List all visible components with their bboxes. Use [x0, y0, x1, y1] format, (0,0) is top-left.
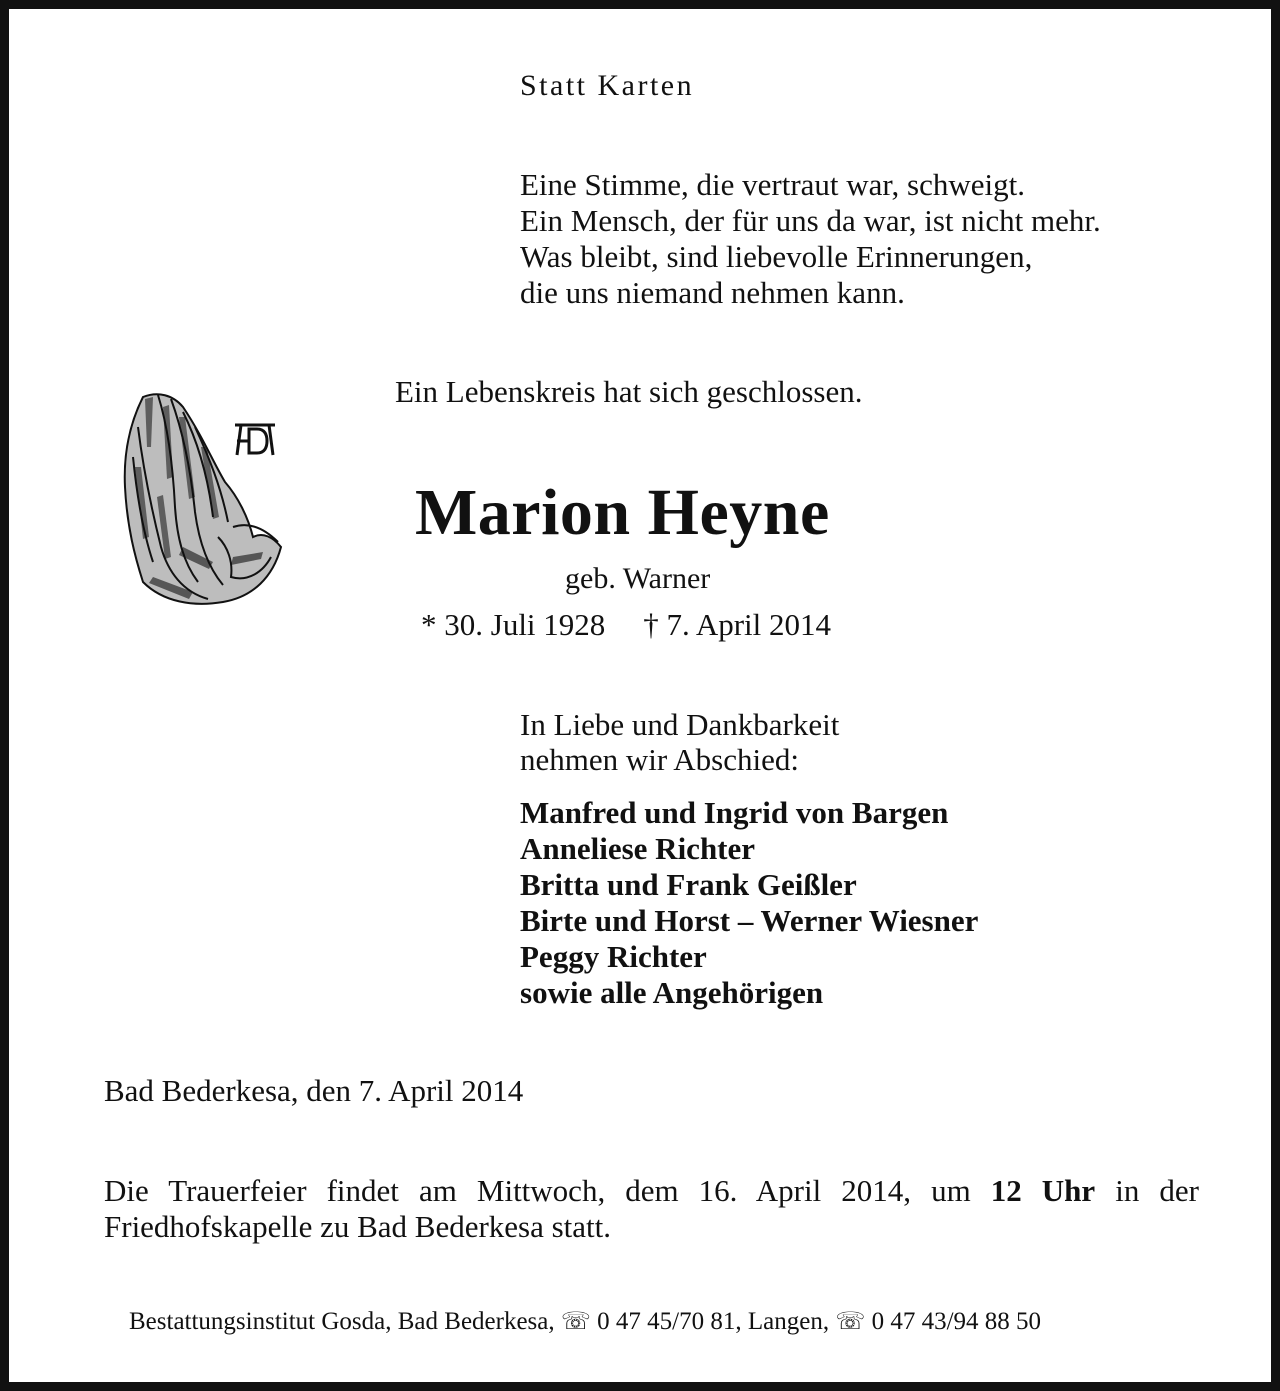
funeral-home-footer	[129, 1307, 1041, 1336]
farewell-line: nehmen wir Abschied:	[520, 742, 799, 777]
mourner-entry: Britta und Frank Geißler	[520, 867, 857, 902]
mourner-entry: Birte und Horst – Werner Wiesner	[520, 903, 979, 938]
footer-text: Bestattungsinstitut Gosda, Bad Bederkesa,	[129, 1308, 561, 1335]
mourner-entry: Peggy Richter	[520, 939, 707, 974]
intro-line: Ein Lebenskreis hat sich geschlossen.	[395, 374, 863, 409]
farewell-line: In Liebe und Dankbarkeit	[520, 707, 840, 742]
ceremony-time: 12 Uhr	[990, 1173, 1096, 1208]
mourners-list	[520, 795, 978, 1011]
deceased-name: Marion Heyne	[415, 476, 830, 549]
mourner-entry: Manfred und Ingrid von Bargen	[520, 795, 949, 830]
phone-icon: ☏	[560, 1309, 591, 1335]
poem-line: Was bleibt, sind liebevolle Erinnerungen,	[520, 239, 1033, 274]
statt-karten-heading: Statt Karten	[520, 69, 695, 102]
phone-icon: ☏	[835, 1309, 866, 1335]
birth-date: * 30. Juli 1928	[421, 607, 606, 642]
ceremony-text: Die Trauerfeier findet am Mittwoch, dem 16. April 2014, um	[104, 1173, 991, 1208]
poem-line: Ein Mensch, der für uns da war, ist nicht mehr.	[520, 203, 1101, 238]
death-date: † 7. April 2014	[643, 607, 832, 642]
ceremony-info	[104, 1173, 1199, 1245]
footer-phone: 0 47 43/94 88 50	[865, 1308, 1042, 1335]
farewell-text	[520, 707, 839, 777]
monogram-icon	[233, 417, 277, 457]
poem-line: Eine Stimme, die vertraut war, schweigt.	[520, 167, 1025, 202]
poem	[520, 167, 1101, 311]
life-dates	[421, 607, 831, 643]
born-name: geb. Warner	[565, 562, 711, 595]
footer-phone: 0 47 45/70 81, Langen,	[590, 1308, 836, 1335]
mourner-entry: Anneliese Richter	[520, 831, 756, 866]
mourner-entry: sowie alle Angehörigen	[520, 975, 824, 1010]
ceremony-text: in der Friedhofskapelle zu Bad Bederkesa statt.	[104, 1173, 1199, 1244]
poem-line: die uns niemand nehmen kann.	[520, 275, 905, 310]
place-date: Bad Bederkesa, den 7. April 2014	[104, 1073, 524, 1108]
